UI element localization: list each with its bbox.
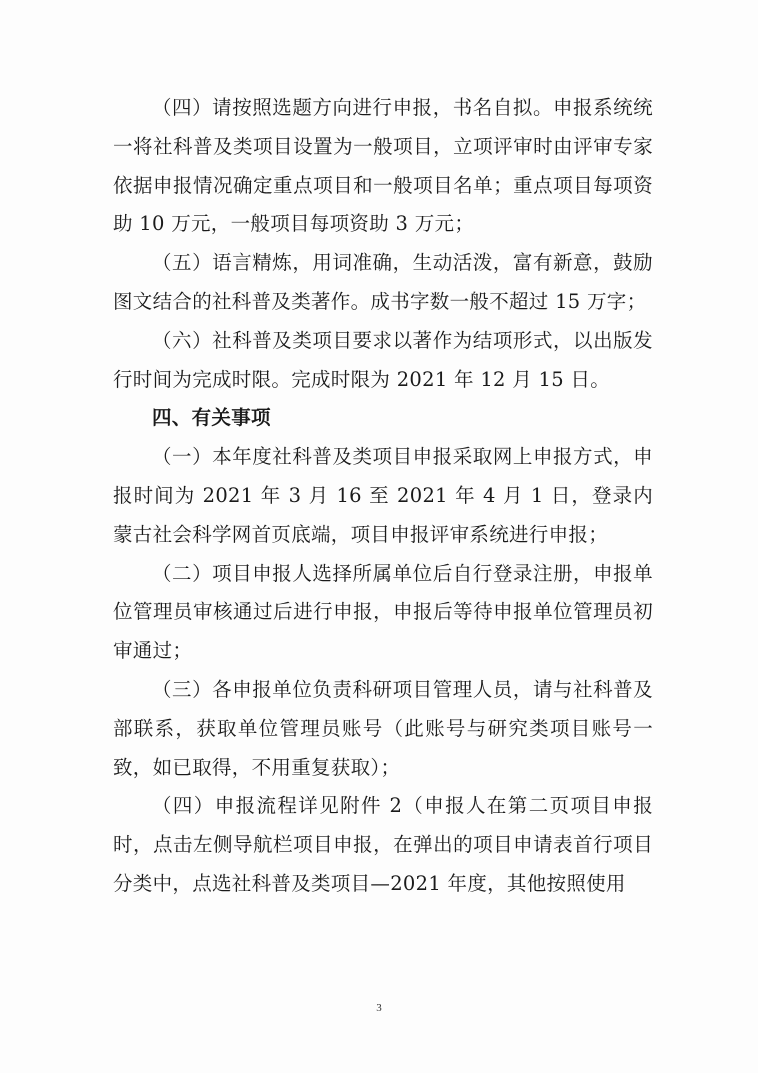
paragraph-6-deadline: （六）社科普及类项目要求以著作为结项形式，以出版发行时间为完成时限。完成时限为 2021 年 12 月 15 日。 xyxy=(113,328,653,391)
paragraph-2-registration: （二）项目申报人选择所属单位后自行登录注册，申报单位管理员审核通过后进行申报，申报后等待申报单位管理员初审通过； xyxy=(113,561,653,663)
paragraph-5-language: （五）语言精炼，用词准确，生动活泼，富有新意，鼓励图文结合的社科普及类著作。成书字数一般不超过 15 万字； xyxy=(113,251,653,313)
document-body xyxy=(113,89,653,904)
paragraph-3-admin-account: （三）各申报单位负责科研项目管理人员，请与社科普及部联系，获取单位管理员账号（此账号与研究类项目账号一致，如已取得，不用重复获取）； xyxy=(113,677,653,779)
section-heading-related-matters: 四、有关事项 xyxy=(152,406,271,430)
paragraph-4-process: （四）申报流程详见附件 2（申报人在第二页项目申报时，点击左侧导航栏项目申报，在弹出的项目申请表首行项目分类中，点选社科普及类项目—2021 年度，其他按照使用 xyxy=(113,794,653,895)
page-number: 3 xyxy=(376,1002,382,1014)
paragraph-4-funding: （四）请按照选题方向进行申报，书名自拟。申报系统统一将社科普及类项目设置为一般项目，立项评审时由评审专家依据申报情况确定重点项目和一般项目名单；重点项目每项资助 10 万元，一般项目每项资助 3 万元； xyxy=(113,96,653,236)
paragraph-1-online-application: （一）本年度社科普及类项目申报采取网上申报方式，申报时间为 2021 年 3 月 16 至 2021 年 4 月 1 日，登录内蒙古社会科学网首页底端，项目申报评审系统进行申报； xyxy=(113,445,653,546)
